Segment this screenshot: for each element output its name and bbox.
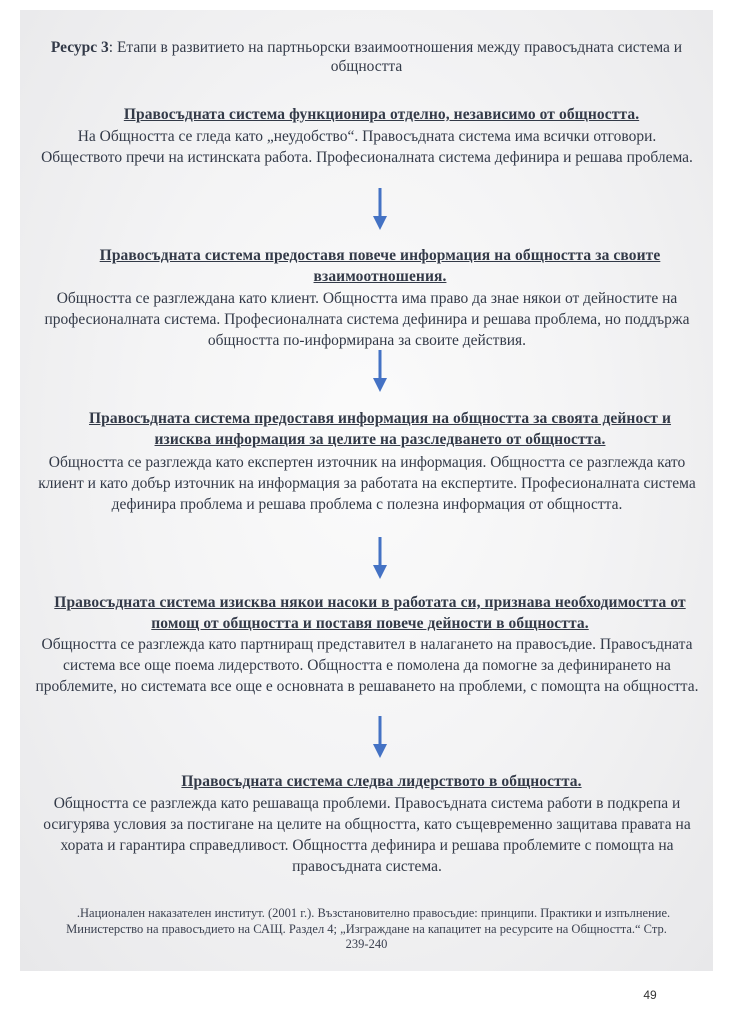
stage-5-body: Общността се разглежда като решаваща проблеми. Правосъдната система работи в подкрепа и осигурява условия за постигане на целите на общността, като същевременно защитава правата на хората и гарантира справедливост. Общността дефинира и решава проблемите с помощта на правосъдната система. bbox=[43, 795, 691, 875]
stage-1-body: На Общността се гледа като „неудобство“. Правосъдната система има всички отговори. Обществото пречи на истинската работа. Професионалната система дефинира и решава проблема. bbox=[41, 128, 693, 166]
stage-2-body: Общността се разглеждана като клиент. Общността има право да знае някои от дейностите на професионалната система. Професионалната система дефинира и решава проблема, но поддържа общността по-информирана за своите действия. bbox=[44, 290, 690, 349]
stage-5-heading: Правосъдната система следва лидерството в общността. bbox=[181, 773, 582, 790]
resource-label: Ресурс 3 bbox=[50, 39, 109, 56]
reference-line-2: Министерство на правосъдието на САЩ. Раздел 4; „Изграждане на капацитет на ресурсите на Общността.“ Стр. bbox=[66, 921, 667, 936]
stage-3-body: Общността се разглежда като експертен източник на информация. Общността се разглежда като клиент и като добър източник на информация за работата на експертите. Професионалната система дефинира проблема и решава проблема с полезна информация от общността. bbox=[38, 454, 696, 513]
stage-4-heading: Правосъдната система изисква някои насоки в работата си, признава необходимостта от помощ от общността и поставя повече дейности в общността. bbox=[54, 594, 686, 632]
stage-1-heading: Правосъдната система функционира отделно, независимо от общността. bbox=[123, 106, 640, 123]
reference-line-3: 239-240 bbox=[345, 937, 388, 951]
arrow-down-icon bbox=[372, 537, 388, 579]
title-text: : Етапи в развитието на партньорски взаимоотношения между правосъдната система и общността bbox=[108, 39, 683, 75]
stage-4-body: Общността се разглежда като партниращ представител в налагането на правосъдие. Правосъдната система все още поема лидерството. Общността е помолена да помогне за дефинирането на проблемите, но системата все още е основната в решаването на проблеми, с помощта на общността. bbox=[35, 636, 699, 695]
reference-line-1: .Национален наказателен институт. (2001 г.). Възстановително правосъдие: принципи. Практики и изпълнение. bbox=[76, 906, 671, 920]
stage-3-heading: Правосъдната система предоставя информация на общността за своята дейност и изисква информация за целите на разследването от общността. bbox=[88, 410, 672, 448]
page-title bbox=[40, 38, 693, 76]
stage-2-heading: Правосъдната система предоставя повече информация на общността за своите взаимоотношения. bbox=[99, 247, 661, 285]
reference-citation bbox=[40, 906, 693, 953]
arrow-down-icon bbox=[372, 188, 388, 230]
page-number: 49 bbox=[643, 988, 657, 1002]
arrow-down-icon bbox=[372, 716, 388, 758]
arrow-down-icon bbox=[372, 350, 388, 392]
